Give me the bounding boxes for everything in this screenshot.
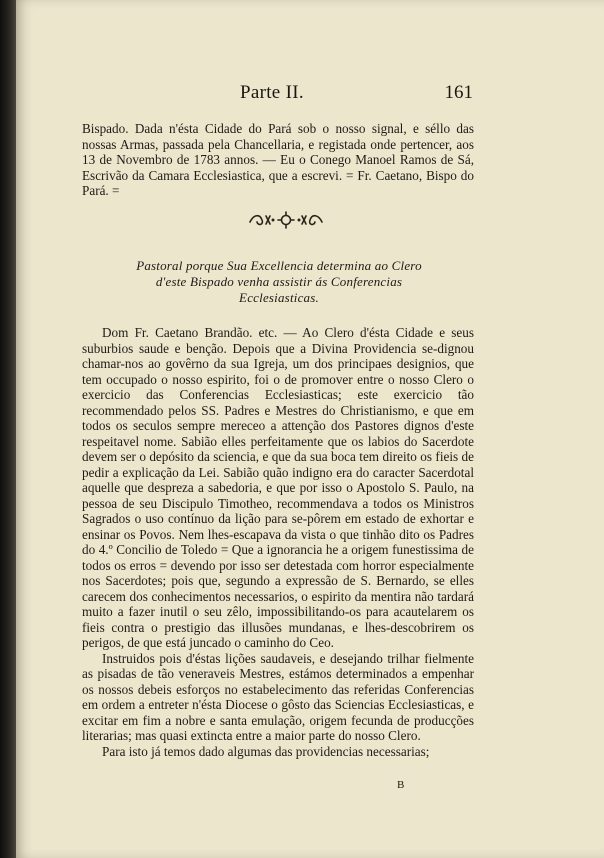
body-paragraph-3: Para isto já temos dado algumas das providencias necessarias; <box>102 743 430 759</box>
page-number: 161 <box>444 82 473 103</box>
body-paragraph-2: Instruidos pois d'éstas lições saudaveis, e desejando trilhar fielmente as pisadas de tão veneraveis Mestres, estámos determinados a empenhar os nossos debeis esforços no estabelecimento das referidas Conferencias em ordem a entreter n'ésta Diocese o gôsto das Sciencias Ecclesiasticas, e excitar em fim a nobre e santa emulação, origem fecunda de producções literarias; mas quasi extincta entre a maior parte do nosso Clero. <box>82 650 474 743</box>
running-title: Parte II. <box>240 82 304 103</box>
book-gutter <box>0 0 16 858</box>
book-page <box>16 0 604 858</box>
pastoral-body <box>82 325 474 759</box>
preceding-paragraph: Bispado. Dada n'ésta Cidade do Pará sob o nosso signal, e séllo das nossas Armas, passada pela Chancellaria, e registada onde pertencer, aos 13 de Novembro de 1783 annos. — Eu o Conego Manoel Ramos de Sá, Escrivão da Camara Ecclesiastica, que a escrevi. = Fr. Caetano, Bispo do Pará. = <box>82 121 474 198</box>
body-paragraph-1: Dom Fr. Caetano Brandão. etc. — Ao Clero d'ésta Cidade e seus suburbios saude e benção. Depois que a Divina Providencia se-dignou chamar-nos ao govêrno da sua Igreja, um dos principaes designios, que tem occupado o nosso espirito, foi o de promover entre o nosso Clero o exercicio das Conferencias Ecclesiasticas; este exercicio tão recommendado pelos SS. Padres e Mestres do Christianismo, e que em todos os seculos sempre mereceo a attenção dos Pastores dignos d'este respeitavel nome. Sabião elles perfeitamente que os labios do Sacerdote devem ser o depósito da sciencia, e que da sua boca tem direito os fieis de pedir a explicação da Lei. Sabião quão indigno era do caracter Sacerdotal aquelle que despreza a sabedoria, e que por isso o Apostolo S. Paulo, na pessoa de seu Discipulo Timotheo, recommendava a todos os Ministros Sagrados o uso contínuo da lição para se-pôrem em estado de exhortar e ensinar os Povos. Nem lhes-escapava da vista o que tinhão dito os Padres do 4.º Concilio de Toledo = Que a ignorancia he a origem funestissima de todos os erros = devendo por isso ser detestada com horror especialmente nos Sacerdotes; pois que, segundo a expressão de S. Bernardo, se elles carecem dos conhecimentos necessarios, o espirito da mentira não tardará muito a fazer inutil o seu zêlo, impossibilitando-os para acautelarem os fieis contra o prestigio das illusões mundanas, e lhes-descobrirem os perigos, de que está juncado o caminho do Ceo. <box>82 325 474 650</box>
pastoral-heading: Pastoral porque Sua Excellencia determina ao Clero d'este Bispado venha assistir ás Conferencias Ecclesiasticas. <box>136 258 422 305</box>
preceding-text-block <box>82 121 474 199</box>
catchword: B <box>397 779 405 791</box>
running-header <box>16 82 604 110</box>
fleuron-ornament-icon <box>246 210 326 230</box>
